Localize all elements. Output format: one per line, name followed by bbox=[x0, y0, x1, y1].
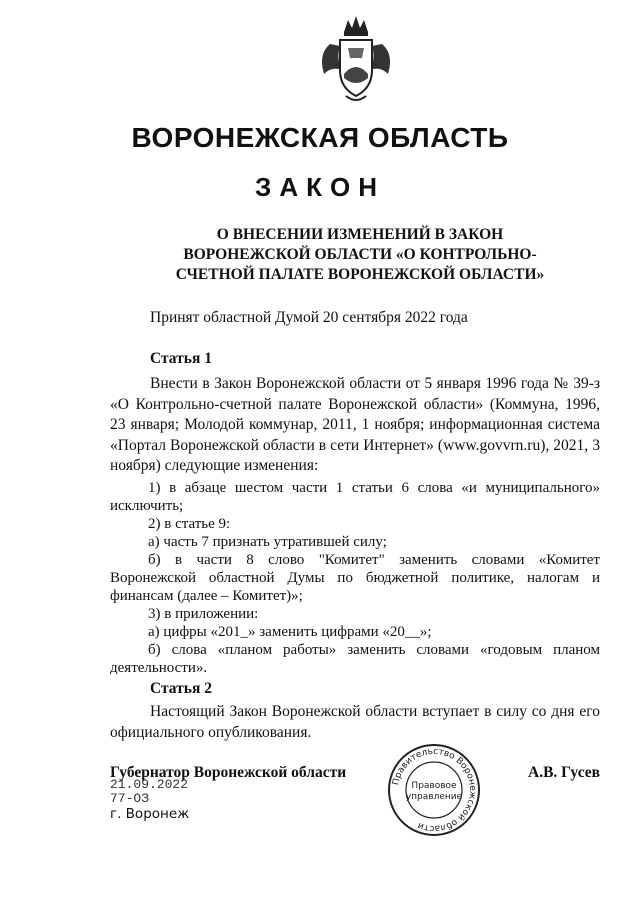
article1-heading: Статья 1 bbox=[150, 350, 212, 367]
list-item: 2) в статье 9: bbox=[148, 516, 231, 532]
list-item: а) цифры «201_» заменить цифрами «20__»; bbox=[148, 624, 432, 640]
article1-intro: Внести в Закон Воронежской области от 5 января 1996 года № 39-з «О Контрольно-счетной палате Воронежской области» (Коммуна, 1996, 23 января; Молодой коммунар, 2011, 1 ноября; информационная система «Портал Воронежской области в сети Интернет» (www.govvrn.ru), 2021, 3 ноября) следующие изменения: bbox=[110, 375, 600, 474]
law-number: 77-ОЗ bbox=[110, 791, 150, 806]
law-title-line: О ВНЕСЕНИИ ИЗМЕНЕНИЙ В ЗАКОН bbox=[216, 226, 504, 243]
list-item: б) в части 8 слово "Комитет" заменить словами «Комитет Воронежской областной Думы по бюджетной политике, налогам и финансам (далее – Комитет)»; bbox=[110, 552, 600, 604]
official-stamp bbox=[386, 742, 482, 838]
signatory-title: Губернатор Воронежской области bbox=[110, 764, 347, 781]
article2-heading: Статья 2 bbox=[150, 680, 212, 697]
list-item: б) слова «планом работы» заменить словами «годовым планом деятельности». bbox=[110, 642, 600, 676]
city: г. Воронеж bbox=[110, 806, 190, 822]
document-type: ЗАКОН bbox=[255, 172, 385, 202]
list-item: 3) в приложении: bbox=[148, 606, 259, 622]
list-item: 1) в абзаце шестом части 1 статьи 6 слова «и муниципального» исключить; bbox=[110, 480, 600, 514]
region-heading: ВОРОНЕЖСКАЯ ОБЛАСТЬ bbox=[131, 122, 509, 153]
stamp-center-line: управление bbox=[405, 792, 463, 802]
article2-text: Настоящий Закон Воронежской области вступает в силу со дня его официального опубликования. bbox=[110, 703, 600, 741]
law-title-line: ВОРОНЕЖСКОЙ ОБЛАСТИ «О КОНТРОЛЬНО- bbox=[183, 246, 537, 263]
law-date: 21.09.2022 bbox=[110, 777, 189, 792]
list-item: а) часть 7 признать утратившей силу; bbox=[148, 534, 387, 550]
stamp-ring-text: Правительство Воронежской области bbox=[391, 746, 478, 834]
signatory-name: А.В. Гусев bbox=[528, 764, 601, 781]
coat-of-arms-icon bbox=[316, 14, 396, 104]
stamp-center-line: Правовое bbox=[411, 781, 457, 791]
adoption-note: Принят областной Думой 20 сентября 2022 года bbox=[150, 309, 468, 326]
law-title bbox=[150, 225, 570, 285]
law-title-line: СЧЕТНОЙ ПАЛАТЕ ВОРОНЕЖСКОЙ ОБЛАСТИ» bbox=[175, 266, 545, 283]
